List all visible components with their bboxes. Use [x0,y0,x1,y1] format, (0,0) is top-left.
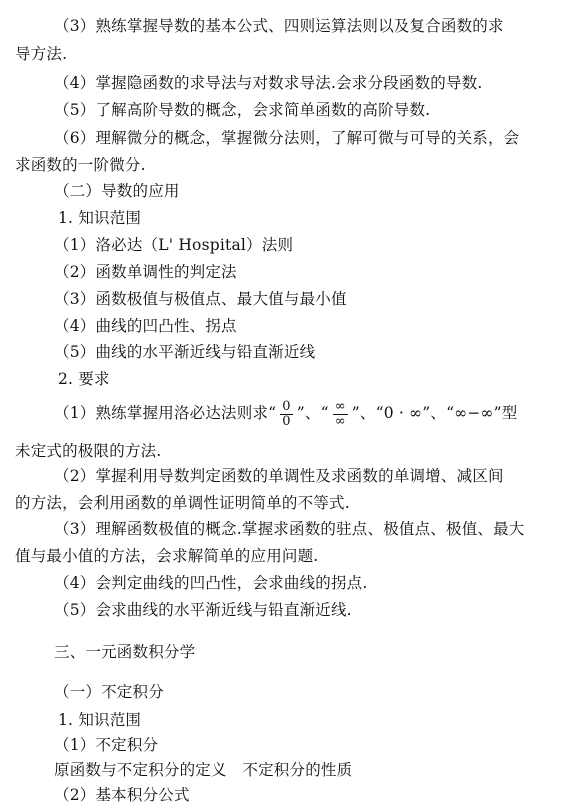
subsection-heading: 1. 知识范围 [58,209,142,227]
paragraph-line: （6）理解微分的概念，掌握微分法则，了解可微与可导的关系，会 [54,129,520,147]
section-heading: （一）不定积分 [54,683,164,701]
chapter-heading: 三、一元函数积分学 [54,643,196,661]
list-item: （3）函数极值与极值点、最大值与最小值 [54,290,347,308]
subsection-heading: 2. 要求 [58,370,110,388]
paragraph-line: （5）了解高阶导数的概念，会求简单函数的高阶导数. [54,101,431,119]
formula-suffix: ”、“0 · ∞”、“∞−∞”型 [351,404,518,422]
paragraph-line: （3）理解函数极值的概念.掌握求函数的驻点、极值点、极值、最大 [54,520,525,538]
paragraph-line: 原函数与不定积分的定义 不定积分的性质 [54,761,353,779]
subsection-heading: 1. 知识范围 [58,711,142,729]
paragraph-line: 的方法，会利用函数的单调性证明简单的不等式. [15,494,350,512]
list-item: （1）洛必达（L' Hospital）法则 [54,236,294,254]
paragraph-line: 值与最小值的方法，会求解简单的应用问题. [15,547,319,565]
list-item: （5）曲线的水平渐近线与铅直渐近线 [54,343,316,361]
paragraph-line: （2）掌握利用导数判定函数的单调性及求函数的单调增、减区间 [54,467,504,485]
paragraph-line: 导方法. [15,45,68,63]
list-item: （2）函数单调性的判定法 [54,263,237,281]
formula-prefix: （1）熟练掌握用洛必达法则求“ [54,404,277,422]
list-item: （2）基本积分公式 [54,786,190,804]
infinity-over-infinity-fraction: $\frac{\infty}{\infty}$ [334,398,346,429]
paragraph-line: （4）掌握隐函数的求导法与对数求导法.会求分段函数的导数. [54,74,483,92]
zero-over-zero-fraction: $\frac{0}{0}$ [282,398,291,429]
list-item: （4）曲线的凹凸性、拐点 [54,317,237,335]
paragraph-line: 求函数的一阶微分. [15,156,146,174]
paragraph-line: 未定式的极限的方法. [15,442,162,460]
paragraph-line: （3）熟练掌握导数的基本公式、四则运算法则以及复合函数的求 [54,17,504,35]
paragraph-line: （5）会求曲线的水平渐近线与铅直渐近线. [54,601,352,619]
list-item: （1）不定积分 [54,736,159,754]
formula-line [54,396,517,430]
section-heading: （二）导数的应用 [54,182,180,200]
formula-separator: ”、“ [296,404,329,422]
paragraph-line: （4）会判定曲线的凹凸性，会求曲线的拐点. [54,574,368,592]
